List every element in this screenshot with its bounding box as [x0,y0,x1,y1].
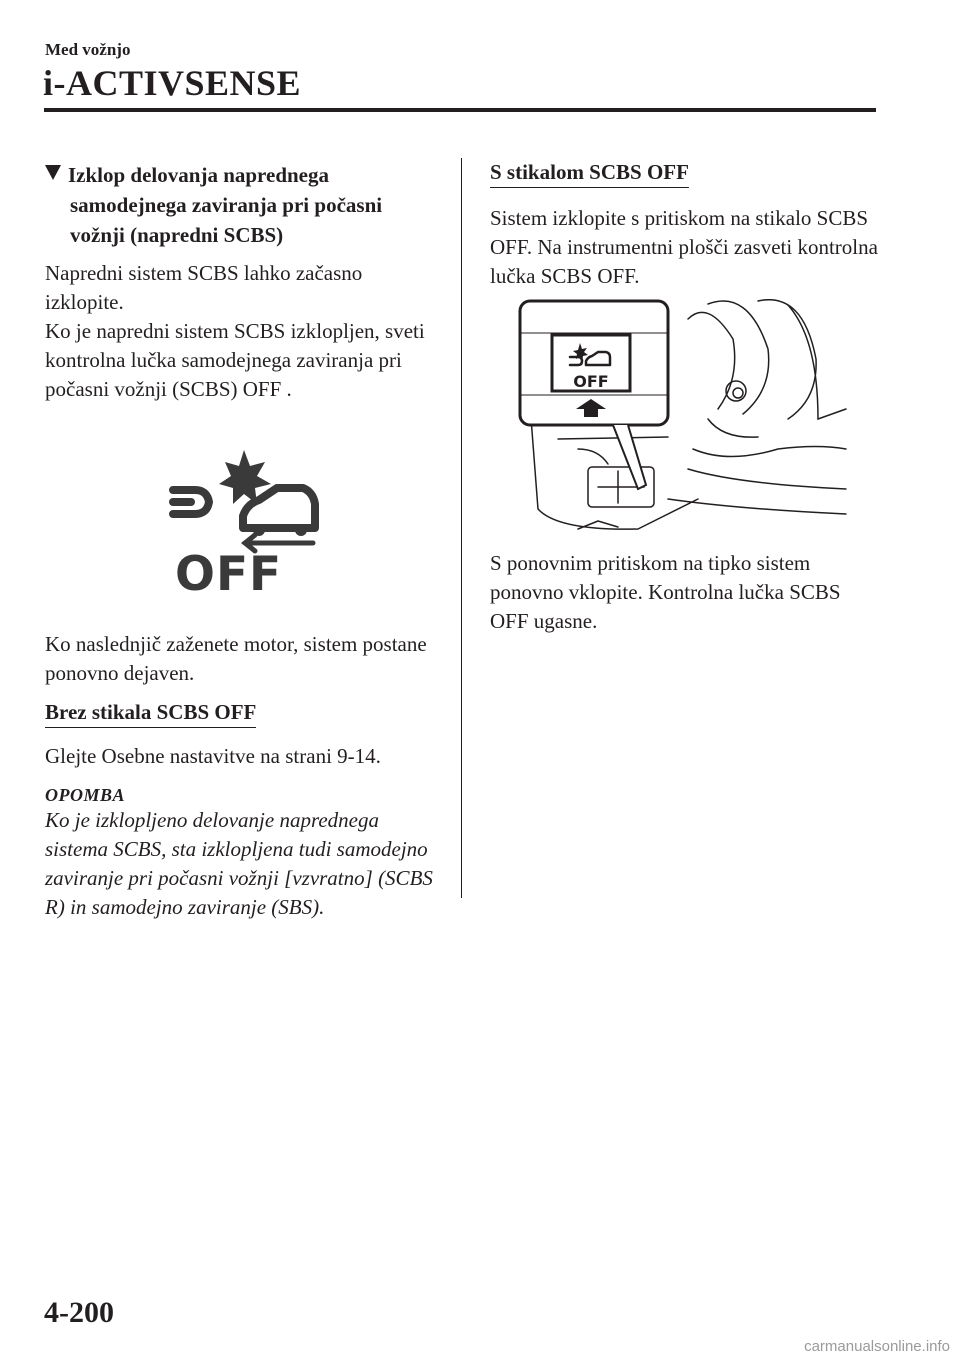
indicator-off-text: OFF [175,547,283,594]
reactivate-paragraph: S ponovnim pritiskom na tipko sistem ponovno vklopite. Kontrolna lučka SCBS OFF ugasne. [490,551,841,633]
header-rule [44,108,876,112]
note-label: OPOMBA [45,785,126,805]
restart-paragraph: Ko naslednjič zaženete motor, sistem postane ponovno dejaven. [45,632,427,685]
left-column [45,160,440,922]
subheading-no-switch: Brez stikala SCBS OFF [45,700,256,728]
right-column [490,160,880,636]
note-text: Ko je izklopljeno delovanje naprednega sistema SCBS, sta izklopljena tudi samodejno zaviranje pri počasni vožnji [vzvratno] (SCBS R) in samodejno zaviranje (SBS). [45,808,433,919]
indicator-paragraph: Ko je napredni sistem SCBS izklopljen, sveti kontrolna lučka samodejnega zaviranja pri počasni vožnji (SCBS) OFF . [45,319,425,401]
intro-paragraph: Napredni sistem SCBS lahko začasno izklopite. [45,261,363,314]
scbs-off-indicator-icon [169,444,319,594]
chapter-label: Med vožnjo [45,40,131,59]
triangle-down-icon [45,165,61,180]
section-heading-text: Izklop delovanja naprednega samodejnega zaviranja pri počasni vožnji (napredni SCBS) [68,163,383,247]
section-heading [45,160,440,250]
switch-instructions: Sistem izklopite s pritiskom na stikalo SCBS OFF. Na instrumentni plošči zasveti kontrolna lučka SCBS OFF. [490,206,878,288]
watermark: carmanualsonline.info [804,1338,950,1355]
page-number: 4-200 [44,1296,114,1329]
subheading-wrap [45,700,440,728]
column-divider [461,158,462,898]
scbs-off-switch-illustration [518,299,848,539]
subheading-with-switch: S stikalom SCBS OFF [490,160,689,188]
switch-illustration [518,299,848,539]
switch-off-label: OFF [573,372,609,391]
settings-reference: Glejte Osebne nastavitve na strani 9-14. [45,744,381,768]
section-title: i-ACTIVSENSE [43,63,302,103]
scbs-off-indicator [169,444,319,594]
